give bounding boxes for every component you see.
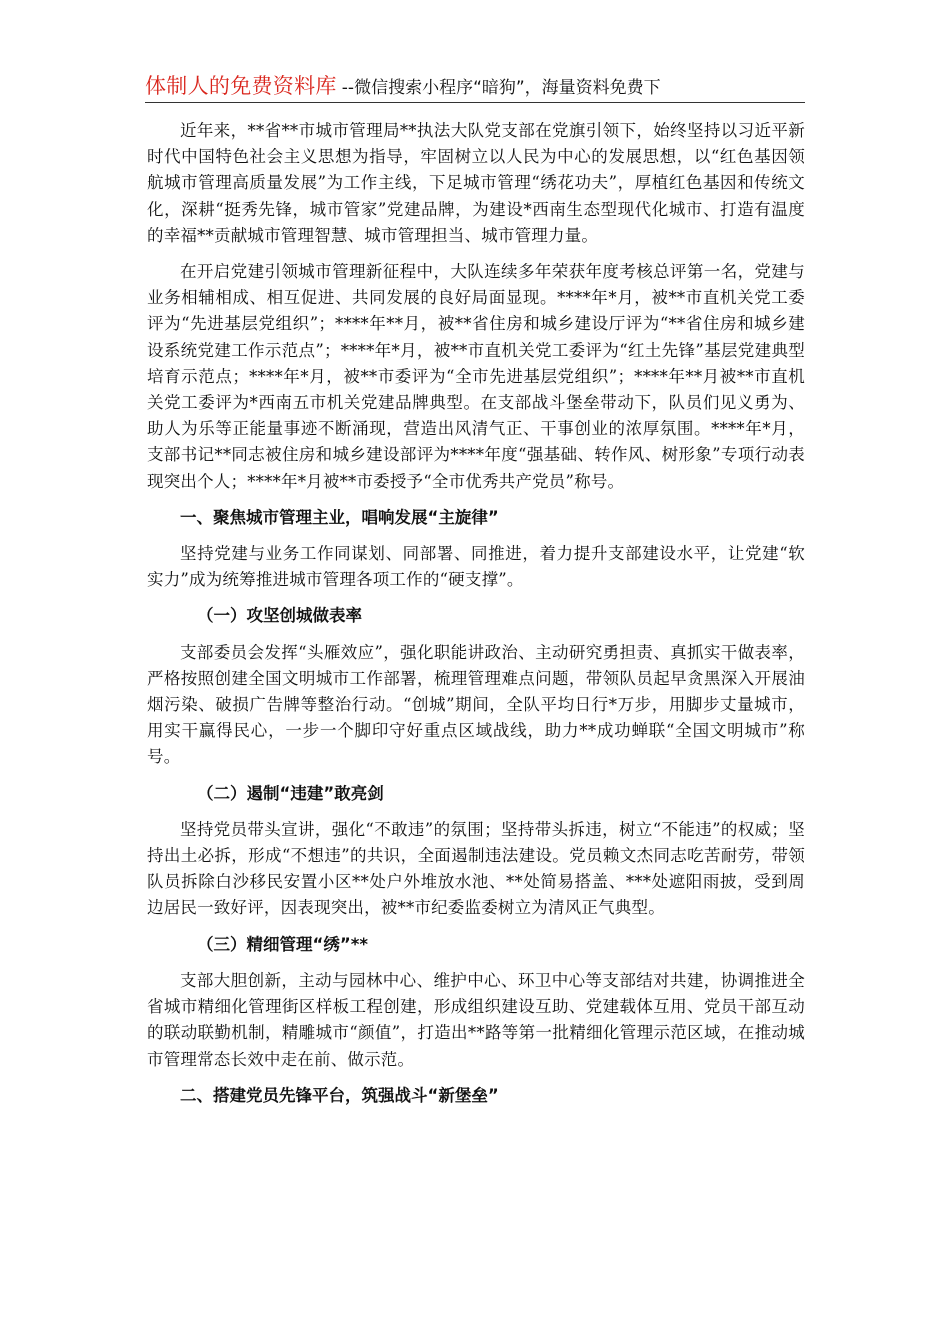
intro-paragraph-1: 近年来，**省**市城市管理局**执法大队党支部在党旗引领下，始终坚持以习近平新时代中国特色社会主义思想为指导，牢固树立以人民为中心的发展思想，以“红色基因领航城市管理高质量发展”为工作主线，下足城市管理“绣花功夫”，厚植红色基因和传统文化，深耕“挺秀先锋，城市管家”党建品牌，为建设*西南生态型现代化城市、打造有温度的幸福**贡献城市管理智慧、城市管理担当、城市管理力量。 <box>147 121 805 245</box>
header-tagline: --微信搜索小程序“暗狗”，海量资料免费下 <box>341 78 661 98</box>
subsection-3-heading: （三）精细管理“绣”** <box>197 934 368 954</box>
intro-paragraph-2: 在开启党建引领城市管理新征程中，大队连续多年荣获年度考核总评第一名，党建与业务相辅相成、相互促进、共同发展的良好局面显现。****年*月，被**市直机关党工委评为“先进基层党组织”；****年**月，被**省住房和城乡建设厅评为“**省住房和城乡建设系统党建工作示范点”；****年*月，被**市直机关党工委评为“红土先锋”基层党建典型培育示范点；****年*月，被**市委评为“全市先进基层党组织”；****年**月被**市直机关党工委评为*西南五市机关党建品牌典型。在支部战斗堡垒带动下，队员们见义勇为、助人为乐等正能量事迹不断涌现，营造出风清气正、干事创业的浓厚氛围。****年*月，支部书记**同志被住房和城乡建设部评为****年度“强基础、转作风、树形象”专项行动表现突出个人；****年*月被**市委授予“全市优秀共产党员”称号。 <box>147 262 805 491</box>
subsection-3-paragraph: 支部大胆创新，主动与园林中心、维护中心、环卫中心等支部结对共建，协调推进全省城市精细化管理街区样板工程创建，形成组织建设互助、党建载体互用、党员干部互动的联动联勤机制，精雕城市“颜值”，打造出**路等第一批精细化管理示范区域，在推动城市管理常态长效中走在前、做示范。 <box>147 970 805 1069</box>
section-2-heading: 二、搭建党员先锋平台，筑强战斗“新堡垒” <box>180 1085 499 1105</box>
subsection-2-paragraph: 坚持党员带头宣讲，强化“不敢违”的氛围；坚持带头拆违，树立“不能违”的权威；坚持出土必拆，形成“不想违”的共识，全面遏制违法建设。党员赖文杰同志吃苦耐劳，带领队员拆除白沙移民安置小区**处户外堆放水池、**处简易搭盖、***处遮阳雨披，受到周边居民一致好评，因表现突出，被**市纪委监委树立为清风正气典型。 <box>147 819 805 918</box>
document-body <box>147 118 805 1119</box>
header-brand: 体制人的免费资料库 <box>145 74 337 98</box>
section-1-paragraph: 坚持党建与业务工作同谋划、同部署、同推进，着力提升支部建设水平，让党建“软实力”成为统筹推进城市管理各项工作的“硬支撑”。 <box>147 544 805 590</box>
subsection-1-heading: （一）攻坚创城做表率 <box>197 606 362 626</box>
section-1-heading: 一、聚焦城市管理主业，唱响发展“主旋律” <box>180 507 499 527</box>
subsection-2-heading: （二）遏制“违建”敢亮剑 <box>197 783 384 803</box>
subsection-1-paragraph: 支部委员会发挥“头雁效应”，强化职能讲政治、主动研究勇担责、真抓实干做表率，严格按照创建全国文明城市工作部署，梳理管理难点问题，带领队员起早贪黑深入开展油烟污染、破损广告牌等整治行动。“创城”期间，全队平均日行*万步，用脚步丈量城市，用实干赢得民心，一步一个脚印守好重点区域战线，助力**成功蝉联“全国文明城市”称号。 <box>147 642 805 767</box>
page-header <box>145 70 805 103</box>
